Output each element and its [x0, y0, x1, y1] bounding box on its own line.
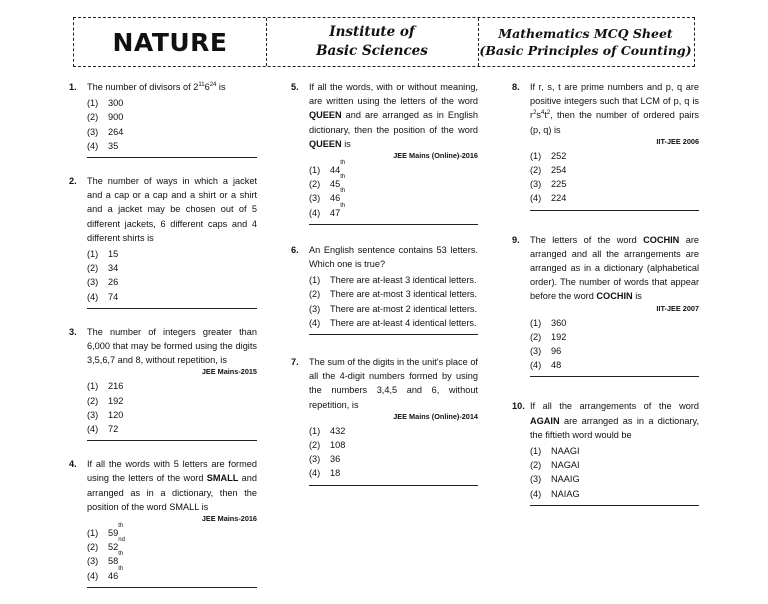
question-3 [69, 325, 257, 441]
institute-cell [266, 18, 478, 66]
question-10 [512, 399, 699, 505]
option: (2) 34 [87, 263, 119, 274]
question-number: 1. [69, 82, 77, 92]
question-text: The number of integers greater than 6,000 that may be formed using the digits 3,5,6,7 and 8, without repetition, is [87, 326, 257, 366]
column-left [69, 80, 257, 604]
options-list [87, 247, 257, 304]
separator [309, 485, 478, 486]
separator [530, 505, 699, 506]
options-list [530, 316, 699, 373]
separator [530, 210, 699, 211]
separator [530, 376, 699, 377]
question-text: The letters of the word COCHIN are arranged and all the arrangements are arranged as in a dictionary (alphabetical order). The number of words that appear before the word COCHIN is [530, 234, 699, 302]
question-text: If r, s, t are prime numbers and p, q are positive integers such that LCM of p, q is $r^2s^4t^2$, then the number of ordered pairs (p, q) is [530, 82, 699, 135]
sheet-title: Mathematics MCQ Sheet [498, 26, 673, 41]
option: (1) 432 [309, 425, 346, 436]
question-6 [291, 243, 478, 335]
brand-logo: NATURE [112, 27, 228, 57]
separator [87, 440, 257, 441]
sheet-header [73, 17, 695, 67]
exam-source: IIT-JEE 2007 [656, 303, 699, 313]
question-number: 8. [512, 82, 520, 92]
institute-line-2: Basic Sciences [316, 43, 428, 59]
option: (1) 59 th [87, 523, 124, 539]
option: (2) 900 [87, 112, 124, 123]
option: (1) 252 [530, 150, 567, 161]
question-text: If all the arrangements of the word AGAIN are arranged as in a dictionary, the fiftieth word would be [530, 401, 699, 440]
options-list [309, 160, 478, 220]
option: (1) NAAGI [530, 446, 580, 457]
exam-source: JEE Mains-2015 [201, 367, 257, 377]
option: (2) There are at-most 3 identical letters. [309, 289, 478, 300]
option: (4) 18 [309, 468, 341, 479]
question-number: 10. [512, 401, 525, 412]
sheet-subtitle: (Basic Principles of Counting) [479, 43, 692, 58]
question-8 [512, 80, 699, 211]
question-1 [69, 80, 257, 158]
exam-source: IIT-JEE 2006 [656, 136, 699, 146]
option: (3) There are at-most 2 identical letters. [309, 303, 478, 314]
question-text: If all the words with 5 letters are formed using the letters of the word SMALL and arranged as in a dictionary, then the position of the word SMALL is [87, 459, 257, 512]
option: (4) 46 th [87, 565, 124, 581]
option: (2) 192 [530, 331, 567, 342]
option: (3) 26 [87, 277, 119, 288]
question-text: The number of ways in which a jacket and a cap or a cap and a shirt or a shirt and a jacket may be chosen out of 5 different jackets, 6 different caps and 4 different shirts is [87, 176, 257, 243]
option: (1) There are at-least 3 identical letters. [309, 275, 477, 286]
question-number: 7. [291, 357, 299, 368]
option: (2) 45 th [309, 174, 346, 190]
option: (3) 120 [87, 409, 124, 420]
option: (4) 74 [87, 291, 119, 302]
option: (1) 360 [530, 317, 567, 328]
question-text: The sum of the digits in the unit's place of all the 4-digit numbers formed by using the numbers 3,4,5 and 6, without repetition, is [309, 357, 478, 410]
column-middle [291, 80, 478, 502]
question-5 [291, 80, 478, 225]
option: (3) 96 [530, 346, 562, 357]
option: (2) 52 nd [87, 537, 125, 553]
question-text: If all the words, with or without meaning, are written using the letters of the word QUEEN and are arranged as in English dictionary, then the position of the word QUEEN is [309, 82, 478, 149]
options-list [87, 96, 257, 153]
option: (4) 48 [530, 360, 562, 371]
question-number: 9. [512, 234, 520, 245]
question-text: An English sentence contains 53 letters. Which one is true? [309, 244, 478, 270]
option: (3) 36 [309, 454, 341, 465]
institute-line-1: Institute of [329, 24, 415, 40]
option: (4) 47 th [309, 202, 346, 218]
exam-source: JEE Mains (Online)-2014 [393, 411, 478, 421]
option: (3) 46 th [309, 188, 346, 204]
brand-cell [74, 18, 266, 66]
option: (2) 192 [87, 395, 124, 406]
question-text: The number of divisors of $2^{11}6^{24}$ is [87, 81, 226, 92]
options-list [87, 379, 257, 436]
option: (3) 225 [530, 179, 567, 190]
options-list [309, 273, 478, 330]
option: (1) 300 [87, 98, 124, 109]
option: (2) 108 [309, 440, 346, 451]
options-list [87, 523, 257, 583]
separator [87, 308, 257, 309]
option: (1) 216 [87, 381, 124, 392]
question-number: 4. [69, 459, 77, 470]
options-list [530, 444, 699, 501]
question-2 [69, 174, 257, 309]
option: (4) NAIAG [530, 488, 580, 499]
option: (4) There are at-least 4 identical letters. [309, 317, 477, 328]
options-list [530, 149, 699, 206]
option: (1) 44 th [309, 160, 346, 176]
question-9 [512, 233, 699, 378]
question-number: 2. [69, 176, 77, 187]
separator [309, 334, 478, 335]
option: (4) 72 [87, 424, 119, 435]
question-number: 3. [69, 326, 77, 337]
option: (2) 254 [530, 165, 567, 176]
options-list [309, 424, 478, 481]
option: (3) 264 [87, 126, 124, 137]
question-number: 5. [291, 82, 299, 92]
column-right [512, 80, 699, 522]
option: (1) 15 [87, 249, 119, 260]
option: (3) 58 th [87, 551, 124, 567]
separator [309, 224, 478, 225]
exam-source: JEE Mains (Online)-2016 [393, 151, 478, 161]
option: (3) NAAIG [530, 474, 580, 485]
exam-source: JEE Mains-2016 [201, 514, 257, 524]
separator [87, 587, 257, 588]
question-4 [69, 457, 257, 588]
option: (4) 224 [530, 193, 567, 204]
question-7 [291, 355, 478, 486]
question-number: 6. [291, 244, 299, 255]
sheet-title-cell [478, 18, 693, 66]
separator [87, 157, 257, 158]
option: (2) NAGAI [530, 460, 580, 471]
option: (4) 35 [87, 140, 119, 151]
